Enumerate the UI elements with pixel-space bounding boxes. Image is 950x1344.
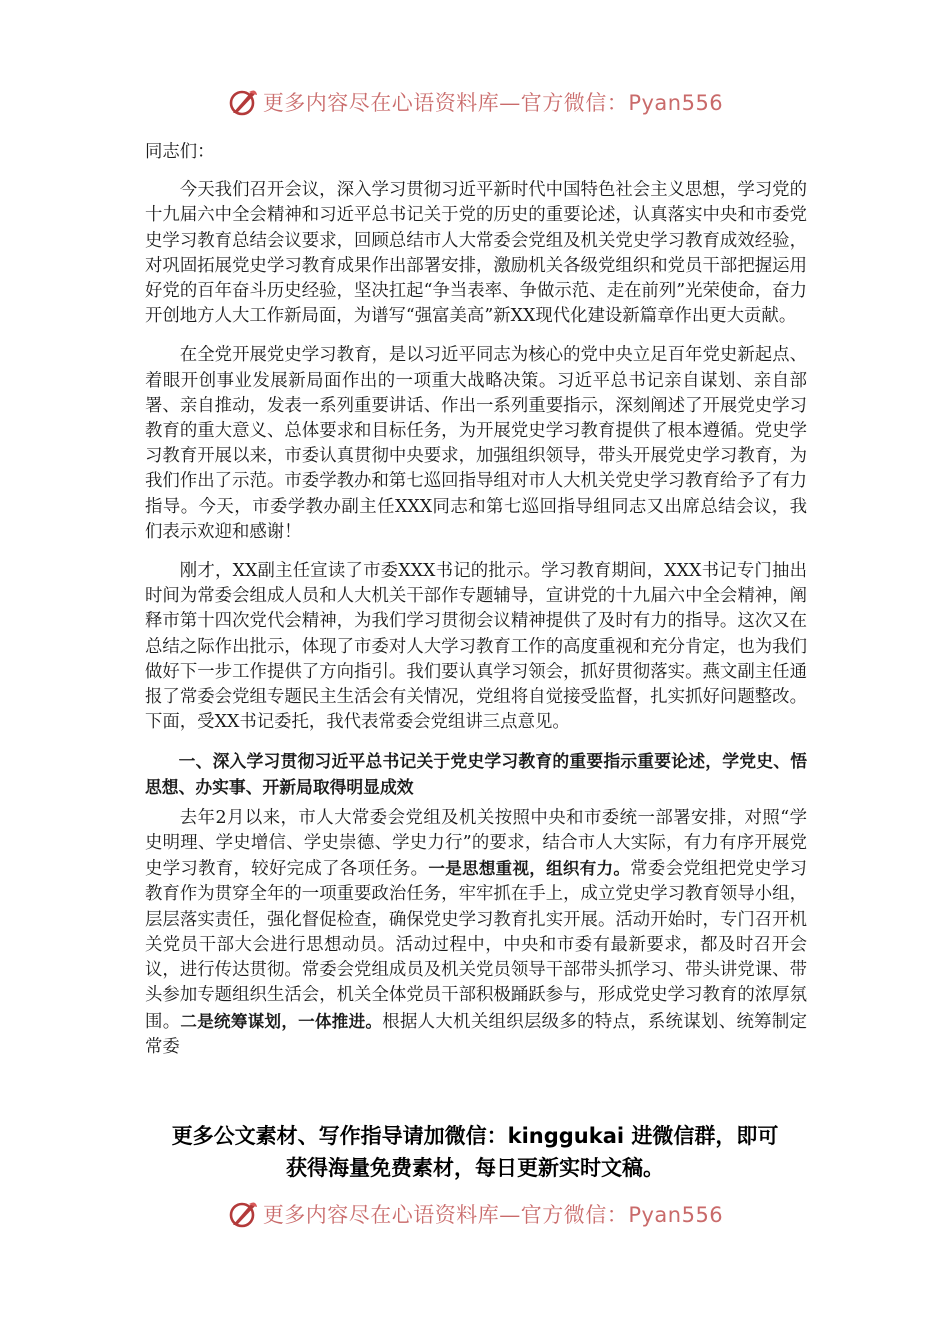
footer-banner-wechat-id: Pyan556: [628, 1203, 724, 1227]
promo-line-2: 获得海量免费素材，每日更新实时文稿。: [286, 1156, 664, 1180]
paragraph-4-part-1: 去年2月以来，市人大常委会党组及机关按照中央和市委统一部署安排，对照“学史明理、学史增信、学史崇德、学史力行”的要求，结合市人大实际，有力有序开展党史学习教育，较好完成了各项任务。: [145, 807, 807, 880]
paragraph-3: 刚才，XX副主任宣读了市委XXX书记的批示。学习教育期间，XXX书记专门抽出时间为常委会组成人员和人大机关干部作专题辅导，宣讲党的十九届六中全会精神，阐释市第十四次党代会精神，为我们学习贯彻会议精神提供了及时有力的指导。这次又在总结之际作出批示，体现了市委对人大学习教育工作的高度重视和充分肯定，也为我们做好下一步工作提供了方向指引。我们要认真学习领会，抓好贯彻落实。燕文副主任通报了常委会党组专题民主生活会有关情况，党组将自觉接受监督，扎实抓好问题整改。下面，受XX书记委托，我代表常委会党组讲三点意见。: [145, 561, 807, 733]
header-banner-wechat-id: Pyan556: [628, 91, 724, 115]
section-heading: 一、深入学习贯彻习近平总书记关于党史学习教育的重要指示重要论述，学党史、悟思想、办实事、开新局取得明显成效: [145, 751, 807, 797]
paragraph-4: [145, 806, 807, 1060]
greeting: 同志们：: [145, 142, 215, 162]
paragraph-4-part-3: 根据人大机关组织层级多的特点，系统谋划、统筹制定常委: [145, 1011, 807, 1057]
paragraph-2: 在全党开展党史学习教育，是以习近平同志为核心的党中央立足百年党史新起点、着眼开创事业发展新局面作出的一项重大战略决策。习近平总书记亲自谋划、亲自部署、亲自推动，发表一系列重要讲话、作出一系列重要指示，深刻阐述了开展党史学习教育的重大意义、总体要求和目标任务，为开展党史学习教育提供了根本遵循。党史学习教育开展以来，市委认真贯彻中央要求，加强组织领导，带头开展党史学习教育，为我们作出了示范。市委学教办和第七巡回指导组对市人大机关党史学习教育给予了有力指导。今天，市委学教办副主任XXX同志和第七巡回指导组同志又出席总结会议，我们表示欢迎和感谢！: [145, 345, 807, 542]
promo-notice: [0, 1120, 950, 1184]
paragraph-1: 今天我们召开会议，深入学习贯彻习近平新时代中国特色社会主义思想，学习党的十九届六中全会精神和习近平总书记关于党的历史的重要论述，认真落实中央和市委党史学习教育总结会议要求，回顾总结市人大常委会党组及机关党史学习教育成效经验，对巩固拓展党史学习教育成果作出部署安排，激励机关各级党组织和党员干部把握运用好党的百年奋斗历史经验，坚决扛起“争当表率、争做示范、走在前列”光荣使命，奋力开创地方人大工作新局面，为谱写“强富美高”新XX现代化建设新篇章作出更大贡献。: [145, 180, 807, 327]
quill-logo-icon: [227, 1198, 259, 1230]
document-body: [145, 140, 807, 1074]
paragraph-4-part-2: 常委会党组把党史学习教育作为贯穿全年的一项重要政治任务，牢牢抓在手上，成立党史学习教育领导小组，层层落实责任，强化督促检查，确保党史学习教育扎实开展。活动开始时，专门召开机关党员干部大会进行思想动员。活动过程中，中央和市委有最新要求，都及时召开会议，进行传达贯彻。常委会党组成员及机关党员领导干部带头抓学习、带头讲党课、带头参加专题组织生活会，机关全体党员干部积极踊跃参与，形成党史学习教育的浓厚氛围。: [145, 859, 807, 1032]
point-one-heading: 一是思想重视，组织有力。: [428, 859, 631, 879]
footer-banner: [0, 1196, 950, 1232]
promo-line-1: 更多公文素材、写作指导请加微信：kinggukai 进微信群，即可: [171, 1124, 779, 1148]
point-two-heading: 二是统筹谋划，一体推进。: [180, 1011, 383, 1031]
header-banner: [0, 84, 950, 120]
header-banner-text: 更多内容尽在心语资料库—官方微信：: [262, 91, 629, 115]
quill-logo-icon: [227, 86, 259, 118]
footer-banner-text: 更多内容尽在心语资料库—官方微信：: [262, 1203, 629, 1227]
